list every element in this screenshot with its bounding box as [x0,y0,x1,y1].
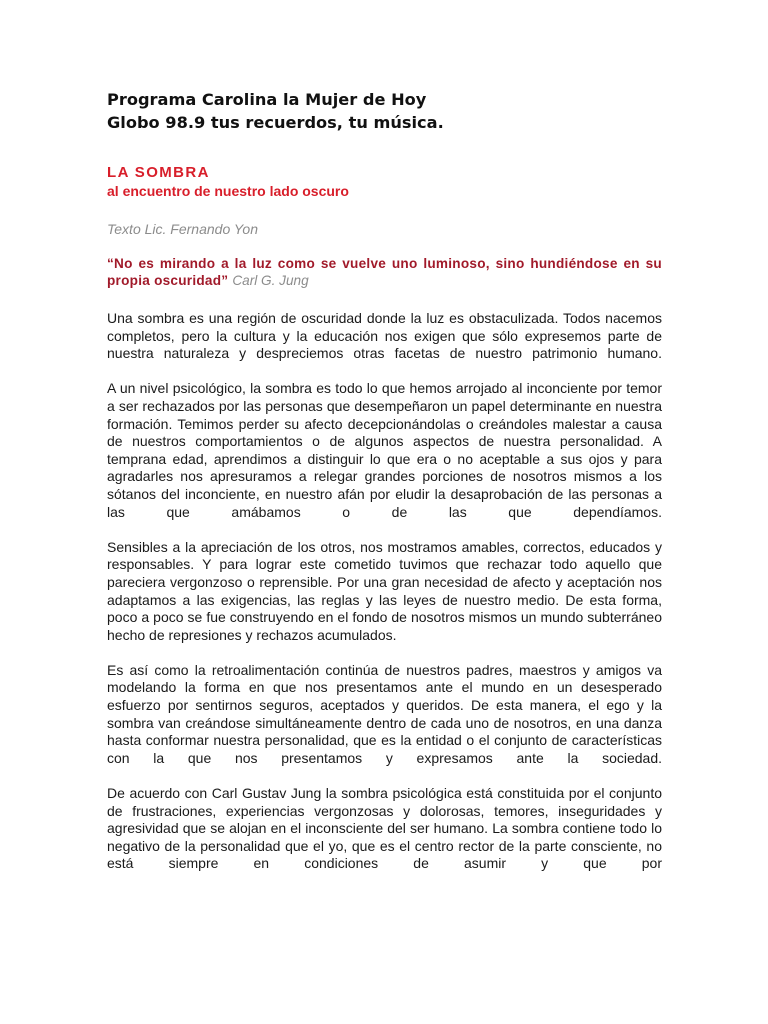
paragraph-3: Sensibles a la apreciación de los otros, nos mostramos amables, correctos, educados y responsables. Y para lograr este cometido tuvimos que rechazar todo aquello que pareciera vergonzoso o reprensible. Por una gran necesidad de afecto y aceptación nos adaptamos a las exigencias, las reglas y las leyes de nuestro medio. De esta forma, poco a poco se fue construyendo en el fondo de nosotros mismos un mundo subterráneo hecho de represiones y rechazos acumulados. [107,538,662,643]
article-subtitle: al encuentro de nuestro lado oscuro [107,183,349,199]
document-page [107,88,662,873]
paragraph-5: De acuerdo con Carl Gustav Jung la sombra psicológica está constituida por el conjunto de frustraciones, experiencias vergonzosas y dolorosas, temores, inseguridades y agresividad que se alojan en el inconsciente del ser humano. La sombra contiene todo lo negativo de la personalidad que el yo, que es el centro rector de la parte consciente, no está siempre en condiciones de asumir y que por [107,785,662,872]
paragraph-2: A un nivel psicológico, la sombra es todo lo que hemos arrojado al inconciente por temor a ser rechazados por las personas que desempeñaron un papel determinante en nuestra formación. Temimos perder su afecto decepcionándolas o creándoles malestar a causa de nuestros comportamientos o de algunos aspectos de nuestra personalidad. A temprana edad, aprendimos a distinguir lo que era o no aceptable a sus ojos y para agradarles nos apresuramos a relegar grandes porciones de nosotros mismos a los sótanos del inconciente, en nuestro afán por eludir la desaprobación de las personas a las que amábamos o de las que dependíamos. [107,380,662,520]
station-tagline: Globo 98.9 tus recuerdos, tu música. [107,113,444,132]
article-author: Texto Lic. Fernando Yon [107,221,258,237]
program-name: Programa Carolina la Mujer de Hoy [107,90,427,109]
article-title: LA SOMBRA [107,164,210,181]
epigraph-quote [107,255,662,289]
paragraph-4: Es así como la retroalimentación continúa de nuestros padres, maestros y amigos va modelando la forma en que nos presentamos ante el mundo en un desesperado esfuerzo por sentirnos seguros, aceptados y queridos. De esta manera, el ego y la sombra van creándose simultáneamente dentro de cada uno de nosotros, en una danza hasta conformar nuestra personalidad, que es la entidad o el conjunto de características con la que nos presentamos y expresamos ante la sociedad. [107,661,662,766]
quote-attribution: Carl G. Jung [232,273,309,288]
paragraph-1: Una sombra es una región de oscuridad donde la luz es obstaculizada. Todos nacemos completos, pero la cultura y la educación nos exigen que sólo expresemos parte de nuestra naturaleza y despreciemos otras facetas de nuestro patrimonio humano. [107,310,662,362]
quote-text: “No es mirando a la luz como se vuelve uno luminoso, sino hundiéndose en su propia oscuridad” [107,256,662,288]
program-header [107,88,662,134]
